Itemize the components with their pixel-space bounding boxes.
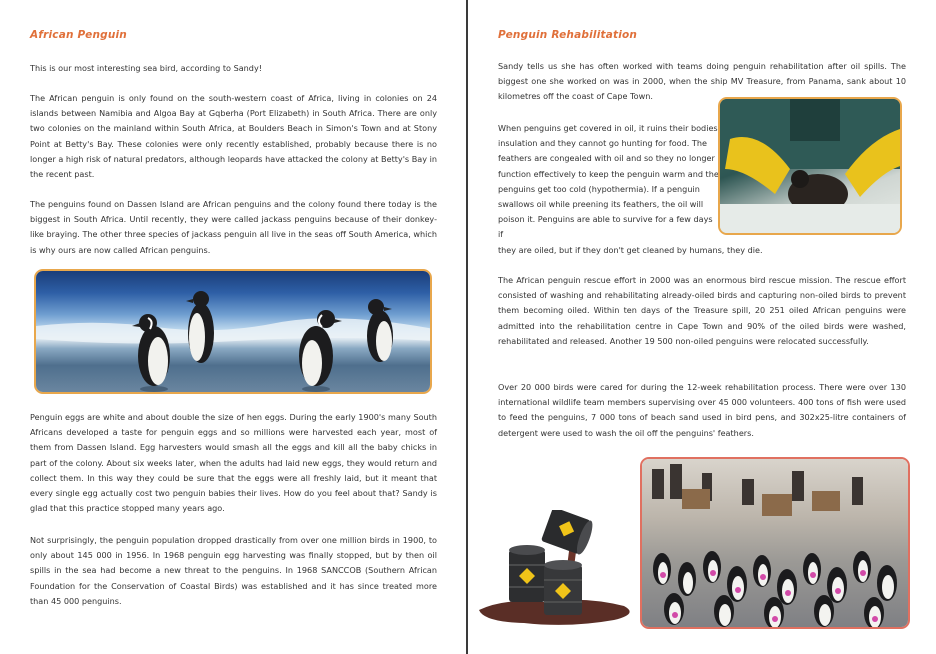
penguin-figure-4 bbox=[367, 299, 393, 362]
oil-effects-paragraph: When penguins get covered in oil, it ruins their bodies' insulation and they cannot go hunting for food. The feathers are congealed with oil and so they no longer function effectively to keep the penguin warm and the penguins get too cold (hypothermia). If a penguin swallows oil while preening its feathers, the oil will poison it. Penguins are able to survive for a few days if bbox=[498, 123, 720, 240]
penguin-eggs-paragraph: Penguin eggs are white and about double the size of hen eggs. During the early 1900's many South Africans developed a taste for penguin eggs and so millions were harvested each year, most of them from Dassen Island. Egg harvesters would smash all the eggs and kill all the baby chicks in part of the colony. About six weeks later, when the adults had laid new eggs, they would return and collect them. In this way they could be sure that the eggs were all freshly laid, but it meant that every single egg actually cost two penguin babies their lives. How do you feel about that? Sandy is glad that this practice stopped many years ago. bbox=[30, 412, 437, 514]
right-page-title: Penguin Rehabilitation bbox=[498, 29, 638, 41]
penguin-figure-1 bbox=[132, 314, 170, 386]
rehab-intro-paragraph: Sandy tells us she has often worked with teams doing penguin rehabilitation after oil spills. The biggest one she worked on was in 2000, when the ship MV Treasure, from Panama, sank about 10 kilometres off the coast of Cape Town. bbox=[498, 61, 906, 102]
oiled-penguin-cleaning-photo bbox=[718, 97, 902, 235]
oil-barrel-icon bbox=[509, 545, 545, 602]
oil-barrel-icon bbox=[541, 510, 596, 556]
rescue-volunteers-photo bbox=[640, 457, 910, 629]
dassen-island-paragraph: The penguins found on Dassen Island are African penguins and the colony found there today is the biggest in South Africa. Until recently, they were called jackass penguins because of their donkey-like braying. The other three species of jackass penguin all live in the seas off South America, which is why ours are now called African penguins. bbox=[30, 199, 437, 255]
left-page-title: African Penguin bbox=[30, 29, 127, 41]
distribution-paragraph: The African penguin is only found on the south-western coast of Africa, living in colonies on 24 islands between Namibia and Algoa Bay at Gqberha (Port Elizabeth) in South Africa. There are only two colonies on the mainland within South Africa, at Boulders Beach in Simon's Town and at Stony Point at Betty's Bay. These colonies were only recently established, probably because there is no longer a high risk of natural predators, although leopards have attacked the colony at Betty's Bay in the recent past. bbox=[30, 93, 437, 180]
beach-penguins-photo bbox=[34, 269, 432, 394]
oil-effects-paragraph-end: they are oiled, but if they don't get cleaned by humans, they die. bbox=[498, 245, 763, 255]
intro-paragraph: This is our most interesting sea bird, according to Sandy! bbox=[30, 63, 262, 73]
population-paragraph: Not surprisingly, the penguin population dropped drastically from over one million birds in 1900, to only about 145 000 in 1956. In 1968 penguin egg harvesting was finally stopped, but by then oil spills in the sea had become a new threat to the penguins. In 1968 SANCCOB (Southern African Foundation for the Conservation of Coastal Birds) was established and it has since treated more than 45 000 penguins. bbox=[30, 535, 437, 606]
rescue-effort-paragraph: The African penguin rescue effort in 2000 was an enormous bird rescue mission. The rescue effort consisted of washing and rehabilitating already-oiled birds and capturing non-oiled birds to prevent them becoming oiled. Within ten days of the Treasure spill, 20 251 oiled African penguins were admitted into the rehabilitation centre in Cape Town and 90% of the oiled birds were washed, rehabilitated and released. Another 19 500 non-oiled penguins were relocated successfully. bbox=[498, 275, 906, 346]
right-page bbox=[468, 0, 936, 654]
penguin-figure-2 bbox=[186, 291, 214, 363]
oil-barrels-illustration bbox=[474, 510, 644, 628]
rehab-statistics-paragraph: Over 20 000 birds were cared for during the 12-week rehabilitation process. There were over 130 international wildlife team members supervising over 45 000 volunteers. 400 tons of fish were used to feed the penguins, 7 000 tons of beach sand used in bird pens, and 302x25-litre containers of detergent were used to wash the oil off the penguins' feathers. bbox=[498, 382, 906, 438]
left-page bbox=[0, 0, 466, 654]
oil-barrel-icon bbox=[544, 560, 582, 615]
